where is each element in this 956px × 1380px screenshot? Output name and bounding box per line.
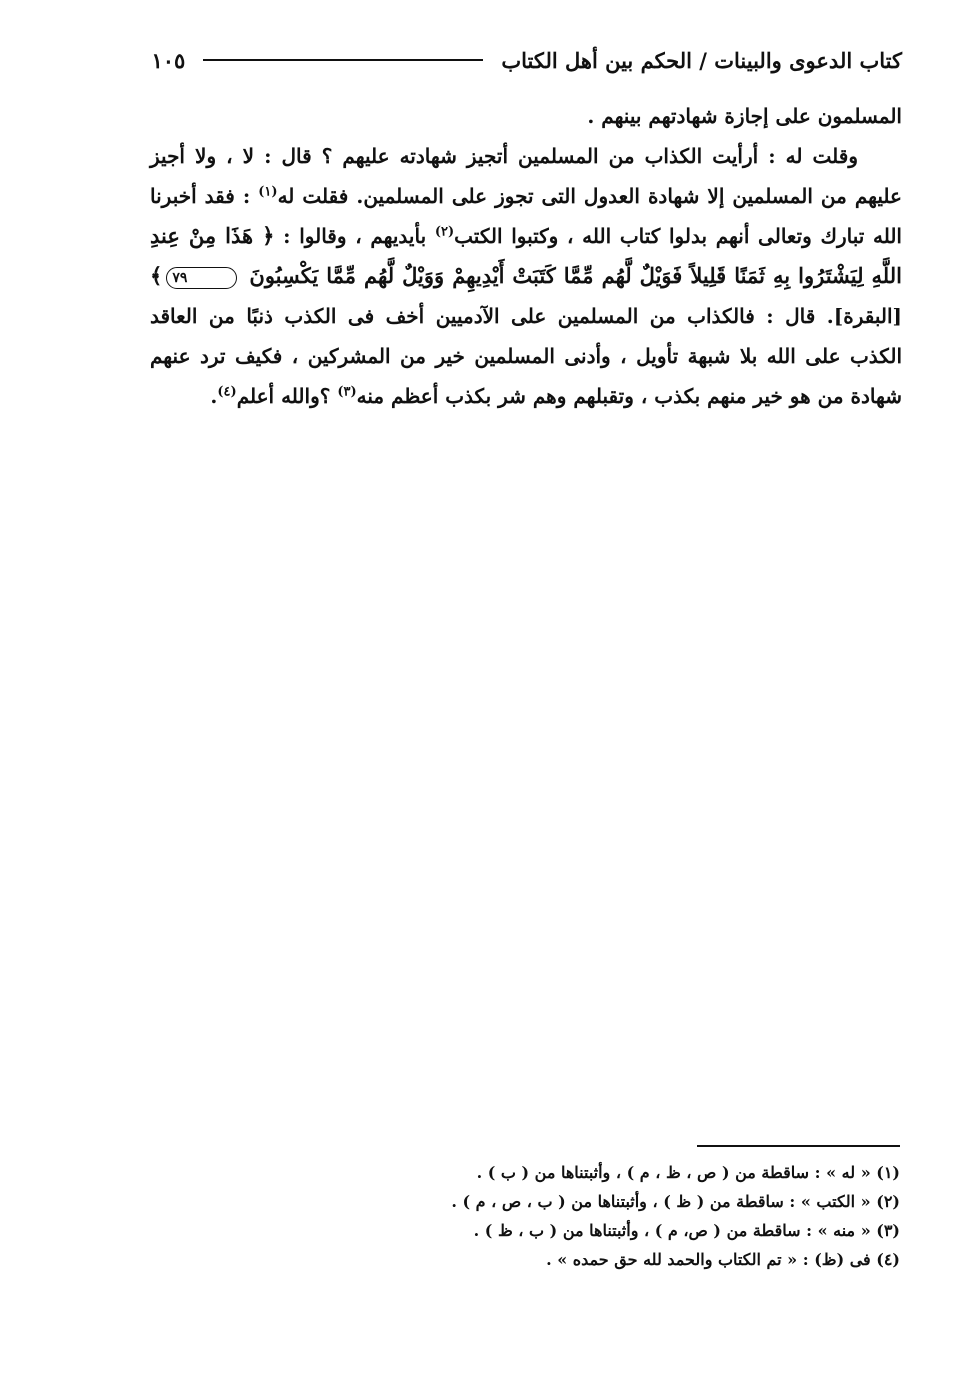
paragraph-2-part-f: . [210, 384, 218, 408]
quran-close-bracket: ﴾ [150, 263, 163, 288]
footnote-ref-2: (٢) [434, 224, 455, 240]
footnote-ref-1: (١) [258, 184, 278, 200]
paragraph-2-part-b: : فقد أخبرنا الله تبارك وتعالى أنهم بدلوا كتاب الله ، وكتبوا الكتب [150, 184, 902, 248]
footnotes [200, 1158, 900, 1274]
header-rule [203, 59, 483, 61]
paragraph-2-part-e: ؟والله أعلم [236, 384, 338, 408]
running-title: كتاب الدعوى والبينات / الحكم بين أهل الكتاب [501, 47, 902, 73]
footnote-3: (٣) « منه » : ساقطة من ( ص، م ) ، وأثبتناها من ( ب ، ظ ) . [473, 1221, 900, 1240]
paragraph-2 [150, 136, 902, 416]
footnote-separator [697, 1145, 900, 1147]
footnote-1: (١) « له » : ساقطة من ( ص ، ظ ، م ) ، وأثبتناها من ( ب ) . [476, 1163, 900, 1182]
paragraph-2-part-d: [البقرة]. قال : فالكذاب من المسلمين على الآدميين أخف فى الكذب ذنبًا من العاقد الكذب على الله بلا شبهة تأويل ، وأدنى المسلمين خير من المشركين ، فكيف ترد عنهم شهادة من هو خير منهم بكذب ، وتقبلهم وهم شر بكذب أعظم منه [150, 304, 902, 408]
footnote-ref-3: (٣) [337, 384, 357, 400]
footnote-2: (٢) « الكتب » : ساقطة من ( ظ ) ، وأثبتناها من ( ب ، ص ، م ) . [451, 1192, 900, 1211]
quran-text: هَذَا مِنْ عِندِ اللَّهِ لِيَشْتَرُوا بِهِ ثَمَنًا قَلِيلاً فَوَيْلٌ لَّهُم مِّمَّا كَتَبَتْ أَيْدِيهِمْ وَوَيْلٌ لَّهُم مِّمَّا يَكْسِبُونَ [150, 223, 902, 288]
page-number: ١٠٥ [151, 47, 186, 73]
quran-open-bracket: ﴿ [262, 223, 275, 248]
running-header [150, 40, 902, 80]
ayah-number-badge: ٧٩ [166, 267, 237, 289]
footnote-4: (٤) فى (ظ) : « تم الكتاب والحمد لله حق حمده » . [546, 1250, 900, 1269]
main-text [150, 96, 902, 416]
paragraph-2-part-c: بأيديهم ، وقالوا : [274, 224, 435, 248]
footnote-ref-4: (٤) [217, 384, 237, 400]
paragraph-2-part-a: وقلت له : أرأيت الكذاب من المسلمين أتجيز شهادته عليهم ؟ قال : لا ، ولا أجيز عليهم من المسلمين إلا شهادة العدول التى تجوز على المسلمين. فقلت له [150, 144, 902, 208]
paragraph-1: المسلمون على إجازة شهادتهم بينهم . [587, 104, 902, 128]
